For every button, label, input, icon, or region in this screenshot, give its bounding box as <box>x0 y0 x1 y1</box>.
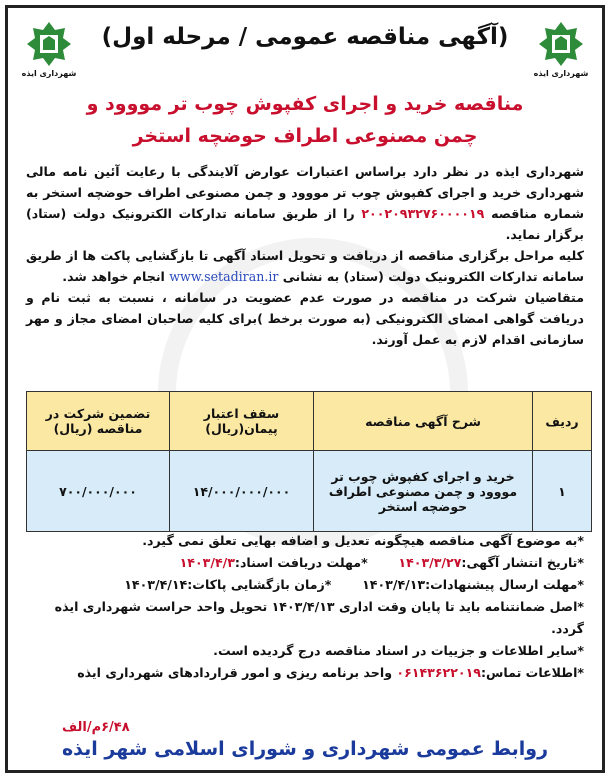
logo-right <box>530 20 592 78</box>
notice-frame <box>5 5 605 773</box>
col-header-guarantee: تضمین شرکت در مناقصه (ریال) <box>27 392 170 451</box>
cell-row-number: ۱ <box>533 451 592 532</box>
table-header-row <box>27 392 592 451</box>
paragraph-3: متقاضیان شرکت در مناقصه در صورت عدم عضویت در سامانه ، نسبت به ثبت نام و دریافت گواهی امضای الکترونیکی (به صورت برخط )برای کلیه صاحبان امضای مجاز و مهر سازمانی اقدام لازم به عمل آورند. <box>26 290 584 347</box>
cell-guarantee: ۷۰۰/۰۰۰/۰۰۰ <box>27 451 170 532</box>
note-dates-1 <box>26 552 584 574</box>
notes-section <box>26 530 584 684</box>
p1-text-a: شهرداری ایذه در نظر دارد براساس اعتبارات عوارض آلایندگی با رعایت آئین نامه مالی شهرداری خرید و اجرای کفپوش چوب تر مووود و چمن مصنوعی اطراف حوضچه استخر به شماره مناقصه <box>26 164 584 221</box>
paragraph-2 <box>26 245 584 287</box>
col-header-credit-ceiling: سقف اعتبار پیمان(ریال) <box>170 392 314 451</box>
col-header-row-number: ردیف <box>533 392 592 451</box>
page-subtitle <box>68 88 542 152</box>
contact-unit: واحد برنامه ریزی و امور قراردادهای شهرداری ایذه <box>77 665 397 680</box>
note-other-info: *سایر اطلاعات و جزییات در اسناد مناقصه درج گردیده است. <box>213 643 584 658</box>
tender-number: ۲۰۰۲۰۹۳۲۷۶۰۰۰۰۱۹ <box>361 206 485 221</box>
opening-date-label: *زمان بازگشایی پاکات: <box>187 577 332 592</box>
p2-text-b: انجام خواهد شد. <box>62 269 170 284</box>
subtitle-line-1: مناقصه خرید و اجرای کفپوش چوب تر مووود و <box>86 93 524 115</box>
note-dates-2 <box>26 574 584 596</box>
paragraph-1 <box>26 161 584 245</box>
tender-table <box>26 391 592 532</box>
notice-code: ۶/۴۸م/الف <box>62 720 130 735</box>
municipality-logo-icon <box>537 20 585 68</box>
p1-text-b: را از طریق سامانه تدارکات الکترونیک دولت (ستاد) برگزار نماید. <box>26 206 584 242</box>
footer-signature: روابط عمومی شهرداری و شورای اسلامی شهر ایذه <box>61 738 549 760</box>
col-header-description: شرح آگهی مناقصه <box>314 392 533 451</box>
submission-deadline-value: ۱۴۰۳/۴/۱۳ <box>362 577 426 592</box>
page-title: (آگهی مناقصه عمومی / مرحله اول) <box>101 24 509 50</box>
logo-caption: شهرداری ایذه <box>21 69 77 78</box>
publish-date-label: *تاریخ انتشار آگهی: <box>461 555 584 570</box>
cell-description: خرید و اجرای کفپوش چوب تر مووود و چمن مصنوعی اطراف حوضچه استخر <box>314 451 533 532</box>
note-contact <box>26 662 584 684</box>
opening-date-value: ۱۴۰۳/۴/۱۴ <box>124 577 188 592</box>
logo-caption: شهرداری ایذه <box>533 69 589 78</box>
setad-link[interactable]: www.setadiran.ir <box>169 269 279 284</box>
publish-date-value: ۱۴۰۳/۳/۲۷ <box>398 555 462 570</box>
contact-phone: ۰۶۱۴۳۶۲۲۰۱۹ <box>396 665 481 680</box>
municipality-logo-icon <box>25 20 73 68</box>
note-guarantee: *اصل ضمانتنامه باید تا پایان وقت اداری ۱۴۰۳/۴/۱۳ تحویل واحد حراست شهرداری ایذه گردد. <box>54 599 584 636</box>
contact-label: *اطلاعات تماس: <box>480 665 584 680</box>
notice-body <box>26 161 584 350</box>
cell-credit-ceiling: ۱۴/۰۰۰/۰۰۰/۰۰۰ <box>170 451 314 532</box>
doc-deadline-value: ۱۴۰۳/۴/۳ <box>179 555 235 570</box>
doc-deadline-label: *مهلت دریافت اسناد: <box>234 555 368 570</box>
logo-left <box>18 20 80 78</box>
submission-deadline-label: *مهلت ارسال پیشنهادات: <box>425 577 584 592</box>
p2-text-a: کلیه مراحل برگزاری مناقصه از دریافت و تحویل اسناد آگهی تا بازگشایی پاکت ها از طریق سامانه تدارکات الکترونیک دولت (ستاد) به نشانی <box>26 248 584 284</box>
table-row <box>27 451 592 532</box>
note-no-adjustment: *به موضوع آگهی مناقصه هیچگونه تعدیل و اضافه بهایی تعلق نمی گیرد. <box>142 533 584 548</box>
subtitle-line-2: چمن مصنوعی اطراف حوضچه استخر <box>132 125 478 147</box>
